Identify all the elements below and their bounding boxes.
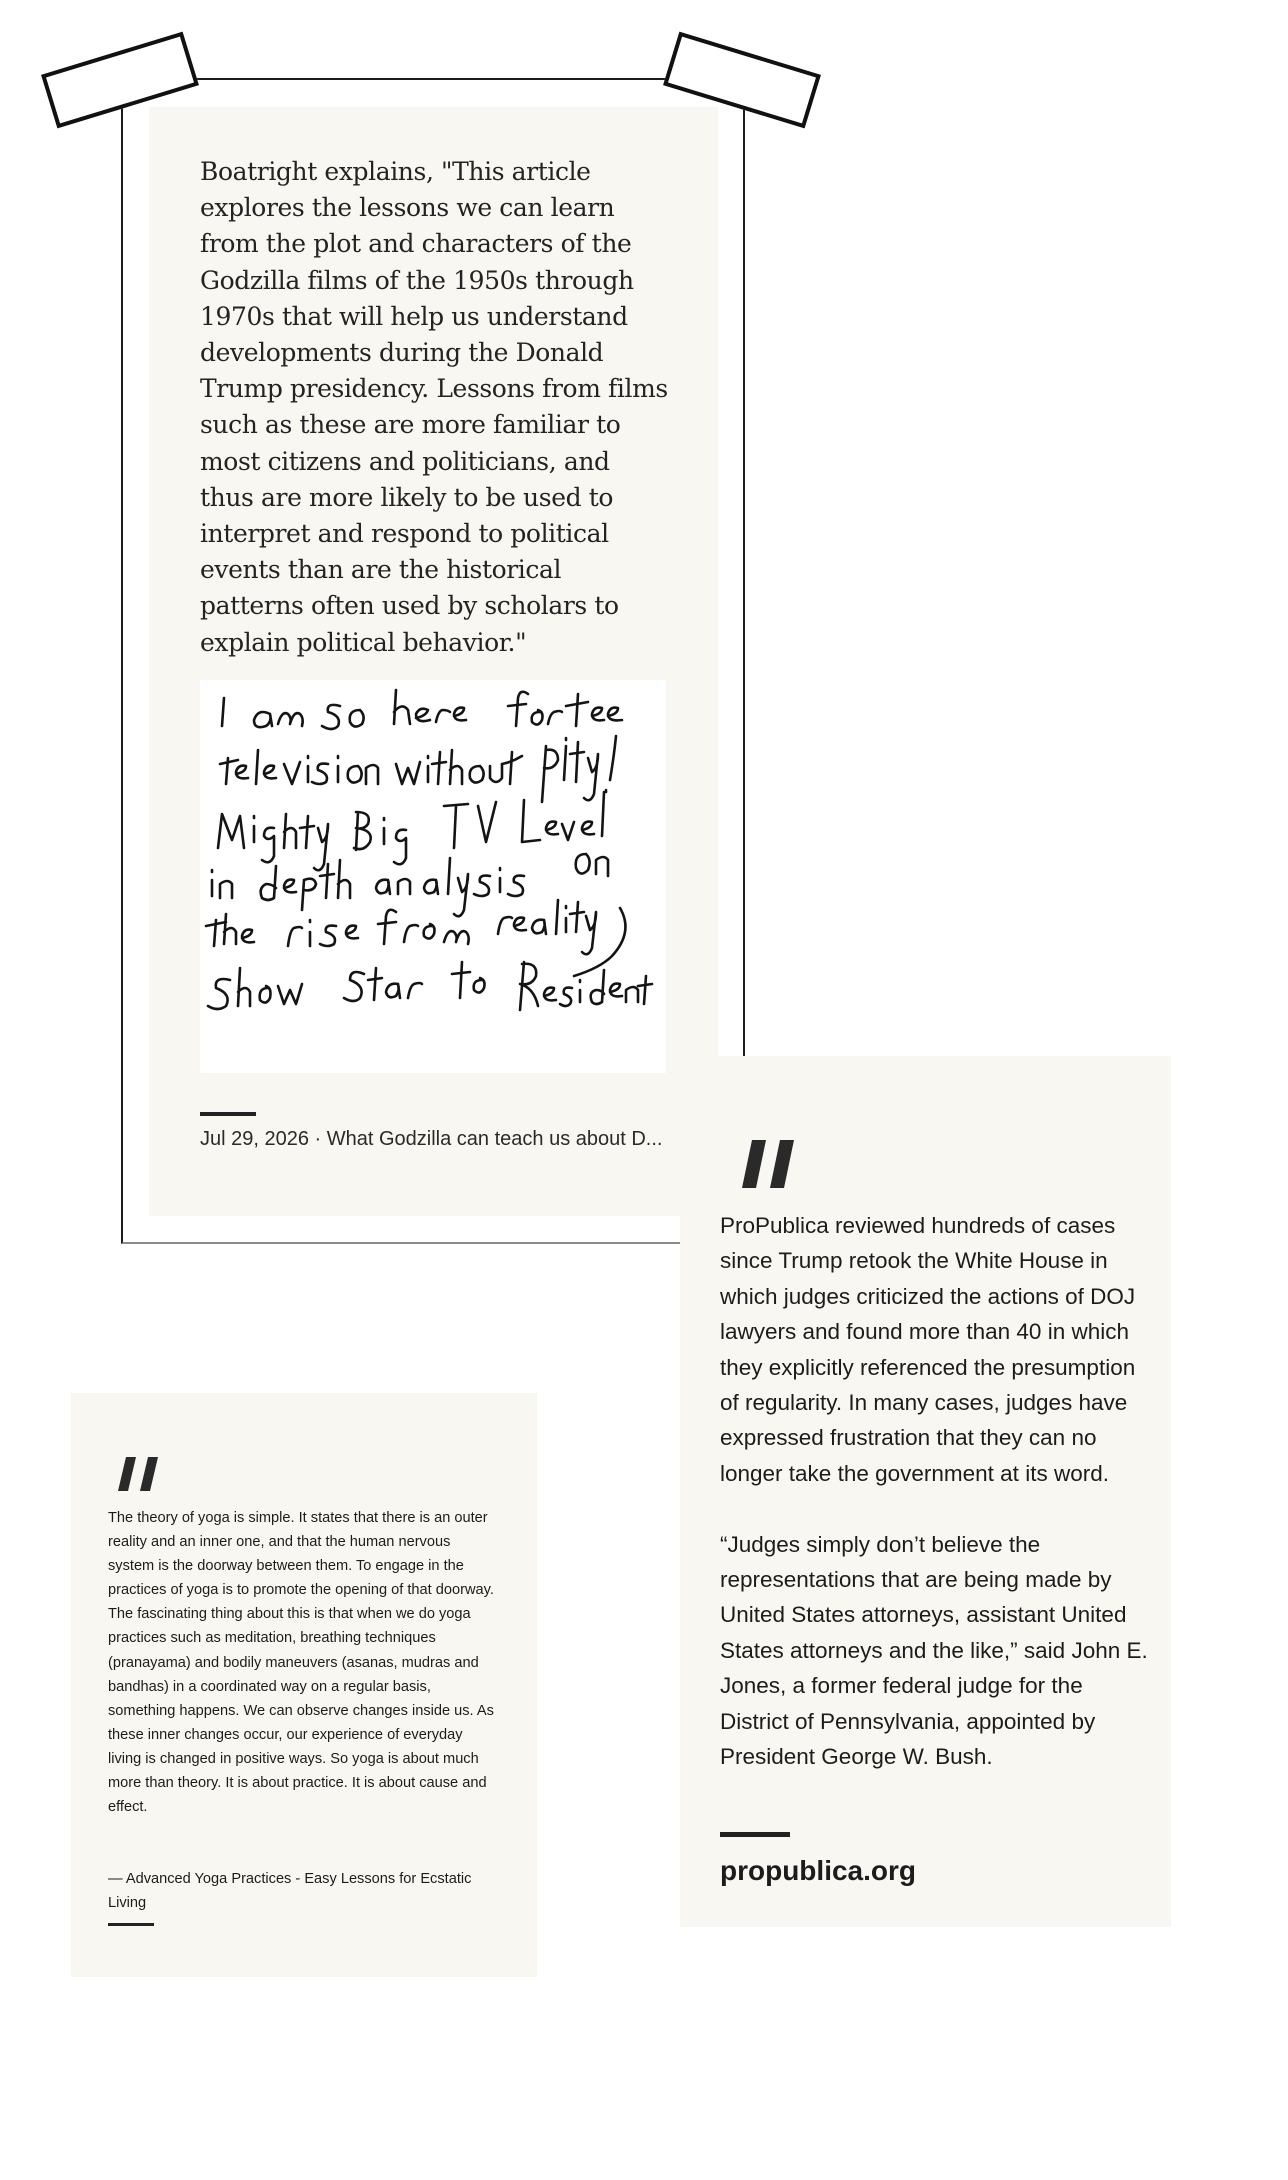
propublica-quote-text xyxy=(720,1208,1150,1810)
quote-mark-icon xyxy=(738,1136,798,1197)
quote-mark-icon xyxy=(116,1455,162,1498)
divider-rule xyxy=(200,1112,256,1116)
quote-attribution: — Advanced Yoga Practices - Easy Lessons for Ecstatic Living xyxy=(108,1871,472,1911)
divider-rule xyxy=(108,1923,154,1926)
divider-rule xyxy=(720,1832,790,1837)
yoga-quote-text: The theory of yoga is simple. It states that there is an outer reality and an inner one, and that the human nervous system is the doorway between them. To engage in the practices of yoga is to promote the opening of that doorway. The fascinating thing about this is that when we do yoga practices such as meditation, breathing techniques (pranayama) and bodily maneuvers (asanas, mudras and bandhas) in a coordinated way on a regular basis, something happens. We can observe changes inside us. As these inner changes occur, our experience of everyday living is changed in positive ways. So yoga is about much more than theory. It is about practice. It is about cause and effect. xyxy=(108,1510,494,1816)
quote-paragraph: ProPublica reviewed hundreds of cases since Trump retook the White House in which judges criticized the actions of DOJ lawyers and found more than 40 in which they explicitly referenced the presumption of regularity. In many cases, judges have expressed frustration that they can no longer take the government at its word. xyxy=(720,1213,1136,1486)
handwritten-note-image xyxy=(200,680,666,1073)
article-meta[interactable]: Jul 29, 2026 · What Godzilla can teach us about D... xyxy=(200,1128,663,1150)
quote-paragraph: “Judges simply don’t believe the representations that are being made by United States attorneys, assistant United States attorneys and the like,” said John E. Jones, a former federal judge for the District of Pennsylvania, appointed by President George W. Bush. xyxy=(720,1531,1148,1770)
source-link[interactable]: propublica.org xyxy=(720,1855,916,1886)
article-quote: Boatright explains, "This article explores the lessons we can learn from the plot and characters of the Godzilla films of the 1950s through 1970s that will help us understand developments during the Donald Trump presidency. Lessons from films such as these are more familiar to most citizens and politicians, and thus are more likely to be used to interpret and respond to political events than are the historical patterns often used by scholars to explain political behavior." xyxy=(200,157,668,657)
